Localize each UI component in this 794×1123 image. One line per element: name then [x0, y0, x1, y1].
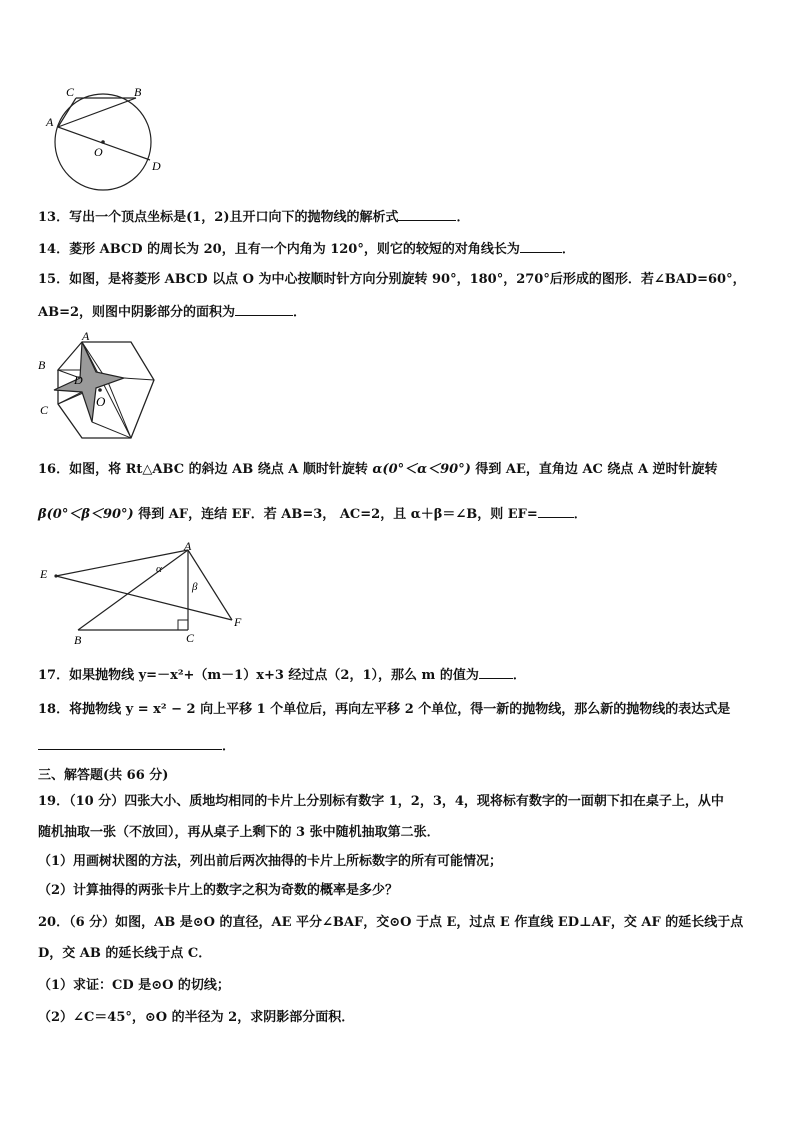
question-19-line1: 19．（10 分）四张大小、质地均相同的卡片上分别标有数字 1，2，3，4，现将标有数字的一面朝下扣在桌子上，从中: [38, 794, 724, 809]
question-19-sub1: （1）用画树状图的方法，列出前后两次抽得的卡片上所标数字的所有可能情况；: [38, 854, 503, 869]
label-D: D: [152, 159, 161, 173]
figure-circle: [38, 82, 178, 197]
question-20-sub1: （1）求证：CD 是⊙O 的切线；: [38, 978, 230, 993]
question-14: 14．菱形 ABCD 的周长为 20，且有一个内角为 120°，则它的较短的对角线长为 ．: [38, 238, 575, 260]
question-13: 13．写出一个顶点坐标是(1，2)且开口向下的抛物线的解析式 ．: [38, 206, 470, 228]
answer-blank[interactable]: [538, 503, 574, 518]
label-B: B: [38, 358, 46, 372]
label-C: C: [186, 631, 195, 645]
label-O: O: [94, 145, 103, 159]
label-alpha: α: [156, 563, 162, 575]
label-beta: β: [192, 581, 198, 593]
label-E: E: [40, 567, 48, 581]
label-B: B: [134, 85, 142, 99]
question-18: 18．将抛物线 y = x² − 2 向上平移 1 个单位后，再向左平移 2 个单位，得一新的抛物线，那么新的抛物线的表达式是: [38, 702, 731, 717]
label-C: C: [40, 403, 49, 417]
label-C: C: [66, 85, 75, 99]
question-20-line2: D，交 AB 的延长线于点 C．: [38, 946, 212, 961]
answer-blank[interactable]: [398, 206, 456, 221]
question-17: 17．如果抛物线 y=－x²+（m－1）x+3 经过点（2，1），那么 m 的值为 ．: [38, 664, 526, 686]
section-heading: 三、解答题(共 66 分): [38, 768, 169, 783]
label-A: A: [82, 330, 90, 343]
shaded-star: [54, 342, 124, 422]
question-15-line2: AB=2，则图中阴影部分的面积为 ．: [38, 301, 306, 323]
label-A: A: [46, 115, 54, 129]
label-F: F: [234, 615, 242, 629]
label-A: A: [184, 540, 192, 553]
question-19-sub2: （2）计算抽得的两张卡片上的数字之积为奇数的概率是多少？: [38, 883, 399, 898]
question-16-line1: 16．如图，将 Rt△ABC 的斜边 AB 绕点 A 顺时针旋转 α(0°＜α＜90°) 得到 AE，直角边 AC 绕点 A 逆时针旋转: [38, 462, 718, 477]
label-O: O: [96, 394, 106, 409]
answer-blank[interactable]: [520, 238, 562, 253]
answer-blank[interactable]: [38, 735, 222, 750]
question-20-line1: 20．（6 分）如图，AB 是⊙O 的直径，AE 平分∠BAF，交⊙O 于点 E，过点 E 作直线 ED⊥AF，交 AF 的延长线于点: [38, 915, 744, 930]
question-18-answer: ．: [38, 735, 235, 757]
figure-triangle-rotation: [36, 540, 256, 650]
answer-blank[interactable]: [479, 664, 513, 679]
question-19-line2: 随机抽取一张（不放回），再从桌子上剩下的 3 张中随机抽取第二张．: [38, 825, 440, 840]
question-15-line1: 15．如图，是将菱形 ABCD 以点 O 为中心按顺时针方向分别旋转 90°，180°，270°后形成的图形．若∠BAD=60°，: [38, 272, 746, 287]
label-D: D: [74, 373, 83, 387]
figure-rhombus-rotation: [34, 330, 159, 445]
question-16-line2: β(0°＜β＜90°) 得到 AF，连结 EF．若 AB=3， AC=2，且 α＋β＝∠B，则 EF= ．: [38, 503, 587, 525]
question-20-sub2: （2）∠C＝45°，⊙O 的半径为 2，求阴影部分面积．: [38, 1010, 355, 1025]
answer-blank[interactable]: [235, 301, 293, 316]
label-B: B: [74, 633, 82, 647]
